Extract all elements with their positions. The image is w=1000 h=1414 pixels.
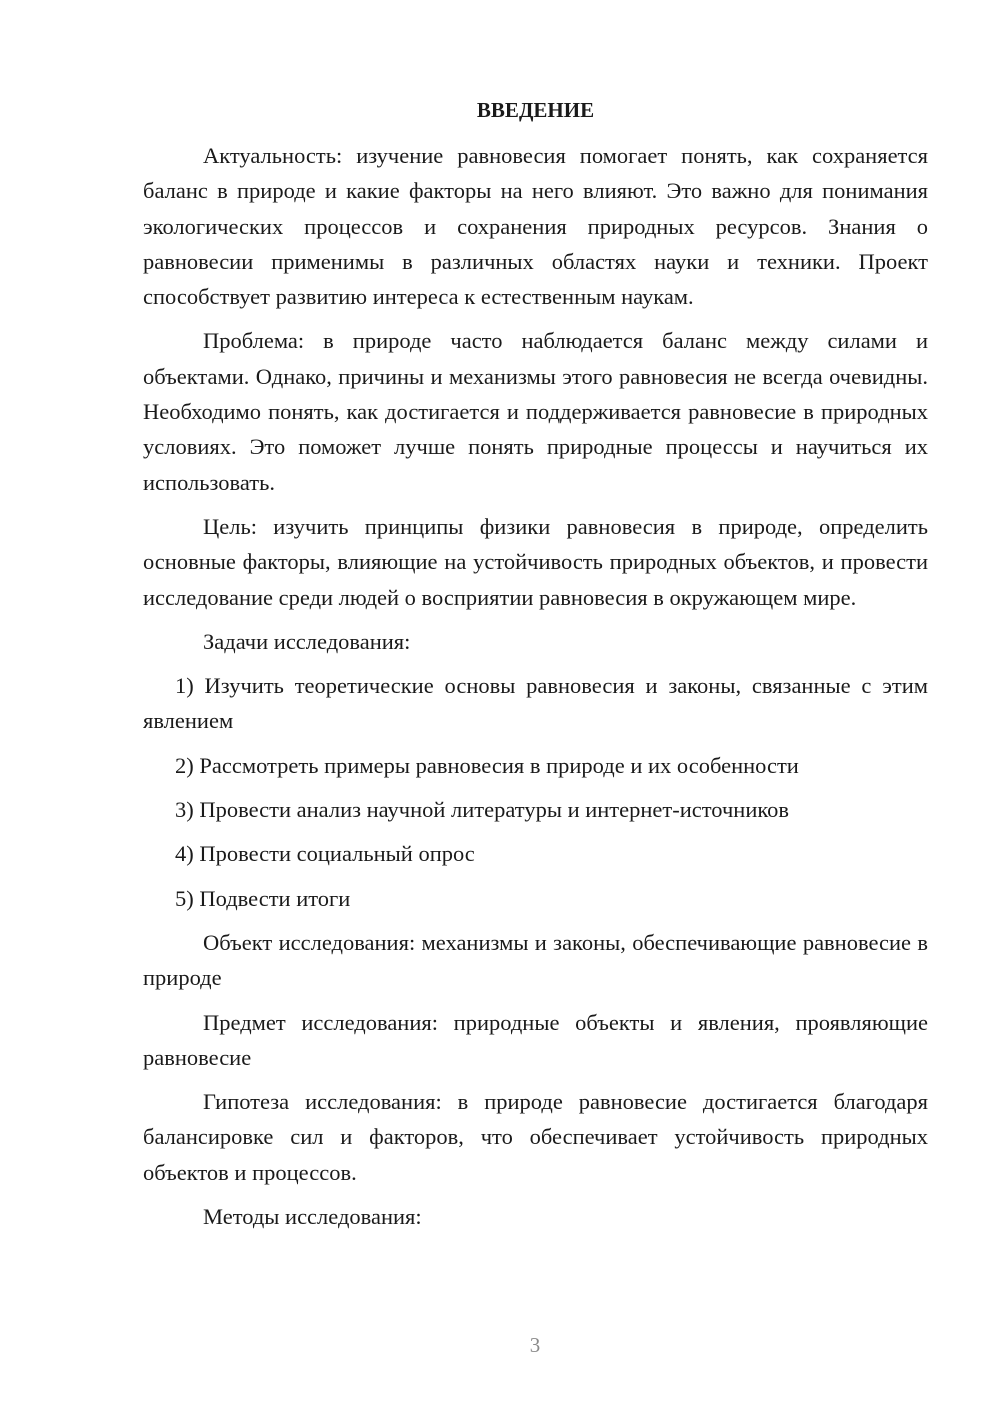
paragraph-problem: Проблема: в природе часто наблюдается баланс между силами и объектами. Однако, причины и механизмы этого равновесия не всегда очевидны. Необходимо понять, как достигается и поддерживается равновесие в природных условиях. Это поможет лучше понять природные процессы и научиться их использовать. xyxy=(143,328,928,495)
paragraph-hypothesis: Гипотеза исследования: в природе равновесие достигается благодаря балансировке сил и факторов, что обеспечивает устойчивость природных объектов и процессов. xyxy=(143,1089,928,1185)
task-item-3: 3) Провести анализ научной литературы и интернет-источников xyxy=(175,797,790,823)
paragraph-subject: Предмет исследования: природные объекты и явления, проявляющие равновесие xyxy=(143,1009,928,1070)
task-item-1: 1) Изучить теоретические основы равновесия и законы, связанные с этим явлением xyxy=(143,673,928,734)
page-number: 3 xyxy=(529,1333,541,1357)
task-item-4: 4) Провести социальный опрос xyxy=(175,841,475,867)
section-heading: ВВЕДЕНИЕ xyxy=(476,98,595,122)
task-item-2: 2) Рассмотреть примеры равновесия в природе и их особенности xyxy=(175,752,799,778)
tasks-title: Задачи исследования: xyxy=(203,628,411,654)
methods-title: Методы исследования: xyxy=(203,1204,422,1230)
paragraph-object: Объект исследования: механизмы и законы, обеспечивающие равновесие в природе xyxy=(143,929,928,991)
page-content xyxy=(143,93,928,1243)
paragraph-goal: Цель: изучить принципы физики равновесия в природе, определить основные факторы, влияющие на устойчивость природных объектов, и провести исследование среди людей о восприятии равновесия в окружающем мире. xyxy=(143,513,928,610)
paragraph-relevance: Актуальность: изучение равновесия помогает понять, как сохраняется баланс в природе и какие факторы на него влияют. Это важно для понимания экологических процессов и сохранения природных ресурсов. Знания о равновесии применимы в различных областях науки и техники. Проект способствует развитию интереса к естественным наукам. xyxy=(143,143,928,310)
task-item-5: 5) Подвести итоги xyxy=(175,885,351,911)
